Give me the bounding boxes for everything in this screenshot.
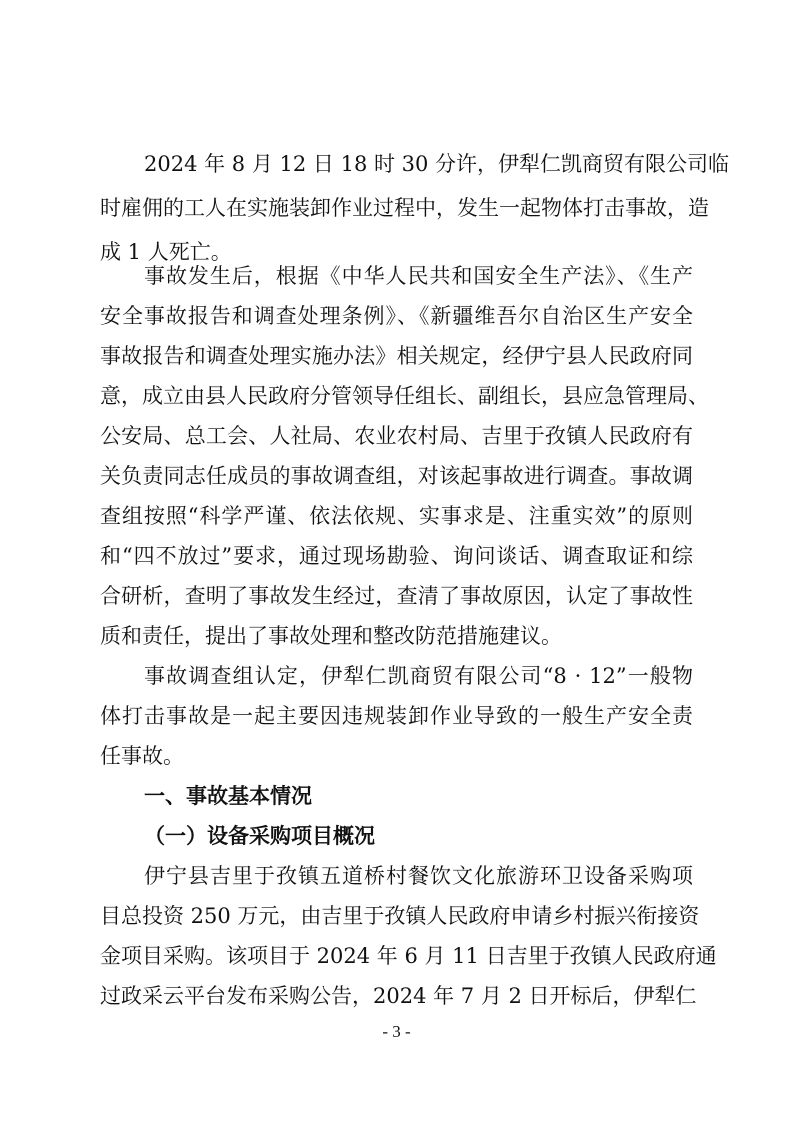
paragraph-line: 和“四不放过”要求，通过现场勘验、询问谈话、调查取证和综 — [100, 544, 693, 568]
paragraph-line: 关负责同志任成员的事故调查组，对该起事故进行调查。事故调 — [100, 464, 693, 488]
paragraph-line: 时雇佣的工人在实施装卸作业过程中，发生一起物体打击事故，造 — [100, 196, 709, 220]
subsection-heading: （一）设备采购项目概况 — [144, 824, 375, 848]
paragraph-line: 意，成立由县人民政府分管领导任组长、副组长，县应急管理局、 — [100, 384, 709, 408]
paragraph-line: 事故报告和调查处理实施办法》相关规定，经伊宁县人民政府同 — [100, 344, 693, 368]
paragraph-line: 成 1 人死亡。 — [100, 240, 232, 264]
paragraph-line: 目总投资 250 万元，由吉里于孜镇人民政府申请乡村振兴衔接资 — [100, 904, 700, 928]
paragraph-line: 质和责任，提出了事故处理和整改防范措施建议。 — [100, 624, 562, 648]
paragraph-line: 合研析，查明了事故发生经过，查清了事故原因，认定了事故性 — [100, 584, 693, 608]
paragraph-line: 公安局、总工会、人社局、农业农村局、吉里于孜镇人民政府有 — [100, 424, 693, 448]
paragraph-line: 体打击事故是一起主要因违规装卸作业导致的一般生产安全责 — [100, 704, 693, 728]
page-number: - 3 - — [382, 1022, 411, 1041]
section-heading: 一、事故基本情况 — [144, 784, 312, 808]
paragraph-line: 任事故。 — [100, 744, 184, 768]
paragraph-line: 2024 年 8 月 12 日 18 时 30 分许，伊犁仁凯商贸有限公司临 — [144, 152, 730, 176]
paragraph-line: 过政采云平台发布采购公告，2024 年 7 月 2 日开标后，伊犁仁 — [100, 984, 697, 1008]
paragraph-line: 事故调查组认定，伊犁仁凯商贸有限公司“8 · 12”一般物 — [144, 664, 693, 688]
paragraph-line: 金项目采购。该项目于 2024 年 6 月 11 日吉里于孜镇人民政府通 — [100, 944, 717, 968]
paragraph-line: 查组按照“科学严谨、依法依规、实事求是、注重实效”的原则 — [100, 504, 693, 528]
paragraph-line: 事故发生后，根据《中华人民共和国安全生产法》、《生产 — [144, 264, 693, 288]
paragraph-line: 安全事故报告和调查处理条例》、《新疆维吾尔自治区生产安全 — [100, 304, 693, 328]
paragraph-line: 伊宁县吉里于孜镇五道桥村餐饮文化旅游环卫设备采购项 — [144, 864, 693, 888]
